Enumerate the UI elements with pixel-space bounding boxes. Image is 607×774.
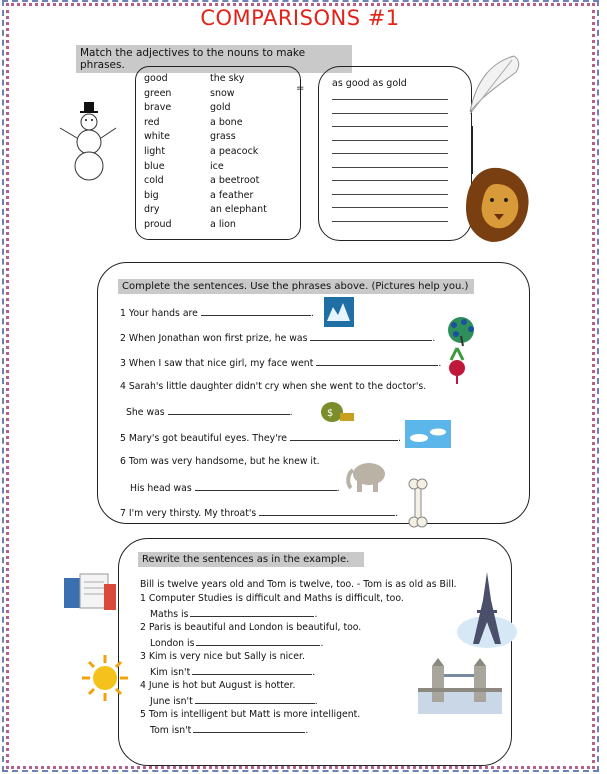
school-supplies-icon <box>60 570 120 614</box>
answer-line[interactable] <box>332 194 448 195</box>
noun-item: a lion <box>210 218 236 230</box>
sentence-3: 3 When I saw that nice girl, my face went . <box>120 358 442 369</box>
rewrite-question: 5 Tom is intelligent but Matt is more intelligent. <box>140 709 361 720</box>
adjective-item: blue <box>144 160 165 172</box>
rewrite-answer-line: Kim isn't . <box>150 667 316 678</box>
bone-icon <box>406 478 430 528</box>
noun-item: the sky <box>210 73 245 84</box>
answer-blank[interactable] <box>195 481 337 491</box>
noun-item: an elephant <box>210 204 267 216</box>
answer-blank[interactable] <box>192 665 312 675</box>
lion-icon <box>462 166 532 246</box>
answer-blank[interactable] <box>259 506 395 516</box>
equals-sign: = <box>296 83 305 94</box>
elephant-icon <box>345 458 391 494</box>
example-answer: as good as gold <box>332 78 407 89</box>
peacock-icon <box>444 316 478 346</box>
noun-item: a feather <box>210 189 254 201</box>
noun-item: grass <box>210 131 236 143</box>
answer-line[interactable] <box>332 167 448 168</box>
feather-icon <box>462 52 522 122</box>
adjective-item: big <box>144 189 159 201</box>
rewrite-question: 1 Computer Studies is difficult and Maths is difficult, too. <box>140 593 404 604</box>
rewrite-answer-line: Maths is . <box>150 609 318 620</box>
adjective-item: light <box>144 145 166 157</box>
eiffel-tower-icon <box>455 570 519 652</box>
rewrite-question: 4 June is hot but August is hotter. <box>140 680 296 691</box>
answer-blank[interactable] <box>193 723 305 733</box>
adjective-item: green <box>144 87 172 99</box>
answer-line[interactable] <box>332 126 448 127</box>
adjective-item: good <box>144 73 168 84</box>
section3-heading: Rewrite the sentences as in the example. <box>138 552 364 567</box>
sentence-6: 6 Tom was very handsome, but he knew it. <box>120 456 320 467</box>
svg-text:$: $ <box>327 408 334 419</box>
answer-line[interactable] <box>332 221 448 222</box>
rewrite-answer-line: June isn't . <box>150 696 318 707</box>
answer-line[interactable] <box>332 180 448 181</box>
answer-blank[interactable] <box>196 636 320 646</box>
beetroot-icon <box>447 348 467 384</box>
adjective-list <box>144 72 172 233</box>
noun-item: snow <box>210 87 235 99</box>
sun-icon <box>82 655 128 701</box>
page-title: COMPARISONS #1 <box>200 6 400 30</box>
answer-blank[interactable] <box>290 431 398 441</box>
sentence-4-answer: She was . <box>126 407 293 418</box>
answer-blank[interactable] <box>316 356 438 366</box>
rewrite-answer-line: London is . <box>150 638 324 649</box>
money-bag-icon <box>318 395 356 423</box>
snowman-icon <box>58 102 118 182</box>
noun-list <box>210 72 267 233</box>
adjective-item: white <box>144 131 170 143</box>
answer-line[interactable] <box>332 113 448 114</box>
sky-icon <box>405 420 451 448</box>
noun-item: gold <box>210 102 231 114</box>
sentence-5: 5 Mary's got beautiful eyes. They're . <box>120 433 401 444</box>
answer-blank[interactable] <box>310 331 432 341</box>
section1-heading: Match the adjectives to the nouns to make phrases. <box>76 45 352 73</box>
rewrite-question: 2 Paris is beautiful and London is beautiful, too. <box>140 622 362 633</box>
noun-item: a beetroot <box>210 175 260 187</box>
sentence-6-answer: His head was . <box>130 483 340 494</box>
noun-item: ice <box>210 160 224 172</box>
adjective-item: dry <box>144 204 160 216</box>
answer-line[interactable] <box>332 140 448 141</box>
sentence-7: 7 I'm very thirsty. My throat's . <box>120 508 399 519</box>
adjective-item: cold <box>144 175 164 187</box>
noun-item: a peacock <box>210 145 259 157</box>
answer-blank[interactable] <box>195 694 315 704</box>
noun-item: a bone <box>210 116 243 128</box>
answer-line[interactable] <box>332 99 448 100</box>
section2-heading: Complete the sentences. Use the phrases above. (Pictures help you.) <box>118 279 474 294</box>
sentence-1: 1 Your hands are . <box>120 308 314 319</box>
ice-icon <box>324 297 354 327</box>
answer-blank[interactable] <box>190 607 314 617</box>
sentence-2: 2 When Jonathan won first prize, he was . <box>120 333 436 344</box>
answer-line[interactable] <box>332 207 448 208</box>
adjective-item: red <box>144 116 160 128</box>
rewrite-answer-line: Tom isn't . <box>150 725 309 736</box>
answer-blank[interactable] <box>201 306 311 316</box>
sentence-4: 4 Sarah's little daughter didn't cry when she went to the doctor's. <box>120 381 427 392</box>
adjective-item: brave <box>144 102 172 114</box>
answer-line[interactable] <box>332 153 448 154</box>
answer-blank[interactable] <box>168 405 290 415</box>
rewrite-question: 3 Kim is very nice but Sally is nicer. <box>140 651 305 662</box>
adjective-item: proud <box>144 218 172 230</box>
tower-bridge-icon <box>418 658 502 714</box>
rewrite-example: Bill is twelve years old and Tom is twelve, too. - Tom is as old as Bill. <box>140 579 457 590</box>
